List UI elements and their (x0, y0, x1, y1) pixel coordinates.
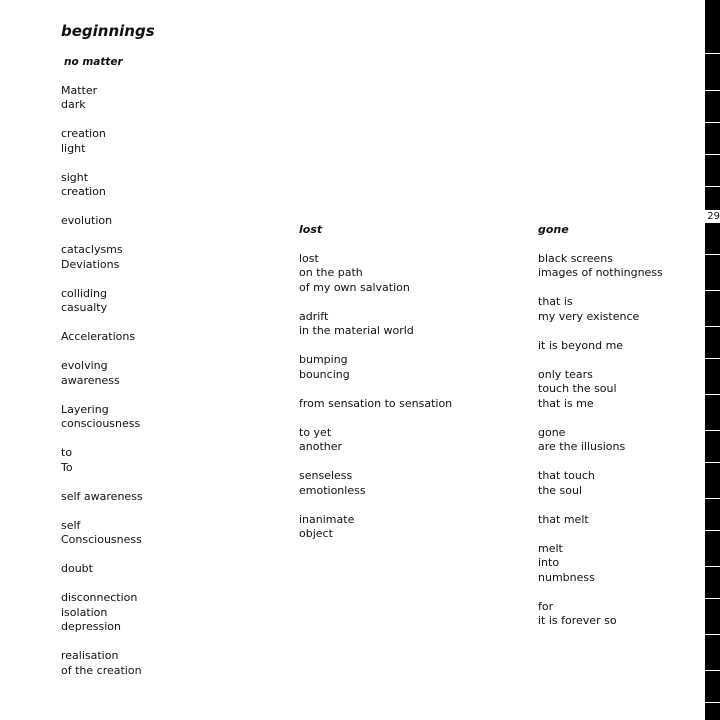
poem-line: creation (61, 185, 106, 198)
edge-tab-divider (705, 358, 720, 359)
poem-line: are the illusions (538, 440, 626, 453)
poem-line: only tears (538, 368, 593, 381)
edge-tab-divider (705, 394, 720, 395)
edge-tab-divider (705, 326, 720, 327)
poem-line: lost (299, 252, 319, 265)
poem-line: my very existence (538, 310, 640, 323)
edge-tab-divider (705, 186, 720, 187)
edge-tab-divider (705, 498, 720, 499)
poem-line: to (61, 446, 73, 459)
poem-line: the soul (538, 484, 583, 497)
poem-line: consciousness (61, 417, 141, 430)
edge-tab-divider (705, 122, 720, 123)
poem-line: adrift (299, 310, 329, 323)
poem-line: bumping (299, 353, 348, 366)
poem-line: disconnection (61, 591, 138, 604)
poem-line: into (538, 556, 560, 569)
poem-line: touch the soul (538, 382, 617, 395)
edge-tab-divider (705, 90, 720, 91)
poem-line: to yet (299, 426, 332, 439)
poem-line: isolation (61, 606, 108, 619)
edge-tab-divider (705, 702, 720, 703)
poem-line: awareness (61, 374, 120, 387)
page-edge-tabs (705, 0, 720, 720)
edge-tab-divider (705, 53, 720, 54)
poem-line: dark (61, 98, 86, 111)
poem-line: light (61, 142, 86, 155)
poem-line: colliding (61, 287, 107, 300)
poem-line: Deviations (61, 258, 120, 271)
poem-line: emotionless (299, 484, 366, 497)
poem-line: of my own salvation (299, 281, 410, 294)
poem-line: self awareness (61, 490, 143, 503)
poem-line: Accelerations (61, 330, 136, 343)
poem-line: another (299, 440, 343, 453)
beginnings-title: beginnings (61, 22, 155, 40)
poem-line: that is (538, 295, 573, 308)
poem-line: Consciousness (61, 533, 142, 546)
edge-tab-divider (705, 462, 720, 463)
poem-line: senseless (299, 469, 353, 482)
poem-line: object (299, 527, 333, 540)
poem-line: depression (61, 620, 122, 633)
poem-line: Matter (61, 84, 98, 97)
poem-line: black screens (538, 252, 613, 265)
poem-line: inanimate (299, 513, 355, 526)
poem-line: realisation (61, 649, 119, 662)
poem-line: bouncing (299, 368, 350, 381)
poem-line: creation (61, 127, 106, 140)
poem-line: of the creation (61, 664, 142, 677)
poem-line: melt (538, 542, 563, 555)
edge-tab-divider (705, 670, 720, 671)
poem-line: numbness (538, 571, 595, 584)
edge-tab-divider (705, 254, 720, 255)
gone-heading: gone (538, 223, 569, 236)
poem-line: from sensation to sensation (299, 397, 453, 410)
poem-line: evolution (61, 214, 113, 227)
poem-line: gone (538, 426, 566, 439)
edge-tab-divider (705, 634, 720, 635)
poem-line: for (538, 600, 554, 613)
beginnings-subtitle: no matter (64, 56, 123, 68)
edge-tab-divider (705, 290, 720, 291)
poem-line: doubt (61, 562, 93, 575)
edge-tab-divider (705, 430, 720, 431)
poem-line: it is beyond me (538, 339, 624, 352)
edge-tab-divider (705, 530, 720, 531)
poem-line: that touch (538, 469, 595, 482)
poem-line: in the material world (299, 324, 414, 337)
poem-line: on the path (299, 266, 363, 279)
poem-line: casualty (61, 301, 108, 314)
poem-line: it is forever so (538, 614, 617, 627)
page-number: 29 (700, 210, 720, 223)
lost-heading: lost (299, 223, 323, 236)
poem-line: that is me (538, 397, 594, 410)
poem-line: that melt (538, 513, 589, 526)
poem-line: self (61, 519, 81, 532)
poem-line: cataclysms (61, 243, 123, 256)
poem-line: evolving (61, 359, 108, 372)
edge-tab-divider (705, 566, 720, 567)
poem-line: images of nothingness (538, 266, 663, 279)
edge-tab-divider (705, 154, 720, 155)
poem-line: sight (61, 171, 89, 184)
poem-line: Layering (61, 403, 109, 416)
poem-line: To (61, 461, 73, 474)
edge-tab-divider (705, 598, 720, 599)
